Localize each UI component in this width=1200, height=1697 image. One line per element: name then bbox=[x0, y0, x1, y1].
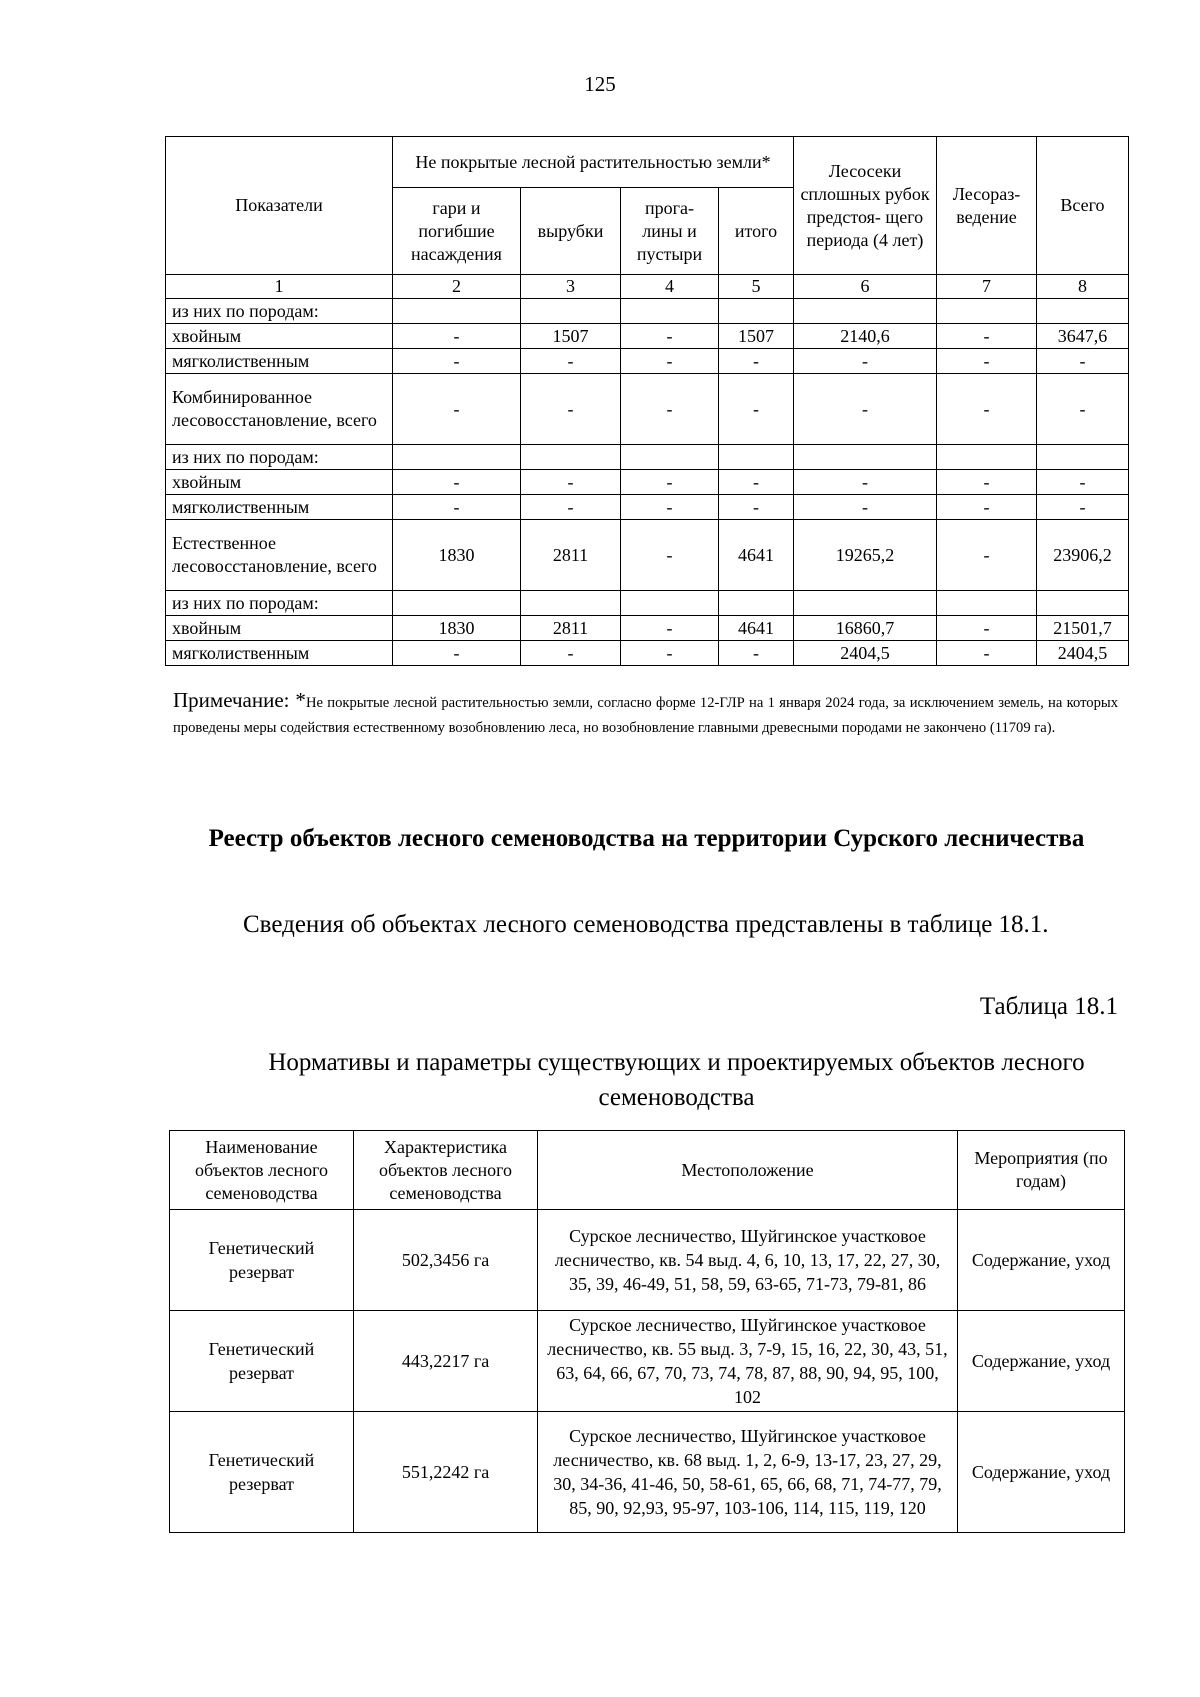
cell-value: - bbox=[393, 349, 521, 374]
cell-characteristic: 443,2217 га bbox=[354, 1311, 538, 1412]
cell-value: - bbox=[521, 374, 621, 445]
cell-value: 21501,7 bbox=[1037, 616, 1129, 641]
cell-value: - bbox=[937, 470, 1037, 495]
cell-measures: Содержание, уход bbox=[958, 1311, 1125, 1412]
cell-value: 3647,6 bbox=[1037, 324, 1129, 349]
column-number: 8 bbox=[1037, 275, 1129, 299]
table-note bbox=[173, 688, 1118, 741]
cell-value bbox=[1037, 299, 1129, 324]
cell-value bbox=[937, 299, 1037, 324]
cell-value: - bbox=[937, 374, 1037, 445]
table-row bbox=[170, 1412, 1125, 1533]
header-name: Наименование объектов лесного семеноводства bbox=[170, 1131, 354, 1210]
row-label: хвойным bbox=[166, 616, 393, 641]
cell-measures: Содержание, уход bbox=[958, 1412, 1125, 1533]
cell-value bbox=[719, 299, 794, 324]
cell-value: - bbox=[937, 641, 1037, 666]
cell-name: Генетический резерват bbox=[170, 1412, 354, 1533]
cell-value bbox=[393, 299, 521, 324]
section-title: Реестр объектов лесного семеноводства на территории Сурского лесничества bbox=[208, 825, 1085, 852]
cell-value: - bbox=[719, 349, 794, 374]
cell-value: - bbox=[393, 374, 521, 445]
table-caption: Нормативы и параметры существующих и проектируемых объектов лесного семеноводства bbox=[268, 1049, 1085, 1111]
header-forest-plantation: Лесораз- ведение bbox=[937, 137, 1037, 275]
column-number: 5 bbox=[719, 275, 794, 299]
cell-value: - bbox=[719, 641, 794, 666]
column-numbers-row bbox=[166, 275, 1129, 299]
table-row bbox=[166, 641, 1129, 666]
cell-value: 1507 bbox=[521, 324, 621, 349]
cell-value: 23906,2 bbox=[1037, 520, 1129, 591]
cell-value bbox=[521, 591, 621, 616]
cell-value: 4641 bbox=[719, 520, 794, 591]
header-location: Местоположение bbox=[538, 1131, 958, 1210]
row-label: мягколиственным bbox=[166, 641, 393, 666]
column-number: 1 bbox=[166, 275, 393, 299]
cell-value: - bbox=[521, 470, 621, 495]
note-text: Не покрытые лесной растительностью земли, согласно форме 12-ГЛР на 1 января 2024 года, за исключением земель, на которых проведены меры содействия естественному возобновлению леса, но возобновление главными древесными породами не закончено (11709 га). bbox=[173, 695, 1118, 736]
cell-value: 1830 bbox=[393, 616, 521, 641]
cell-characteristic: 502,3456 га bbox=[354, 1210, 538, 1311]
cell-value bbox=[794, 299, 937, 324]
cell-value bbox=[937, 591, 1037, 616]
cell-value: - bbox=[794, 495, 937, 520]
cell-value bbox=[521, 299, 621, 324]
cell-value: - bbox=[719, 374, 794, 445]
cell-value bbox=[719, 445, 794, 470]
cell-name: Генетический резерват bbox=[170, 1311, 354, 1412]
table-row bbox=[166, 349, 1129, 374]
table-row bbox=[166, 616, 1129, 641]
header-total: итого bbox=[719, 188, 794, 275]
cell-value: - bbox=[393, 324, 521, 349]
intro-paragraph: Сведения об объектах лесного семеноводства представлены в таблице 18.1. bbox=[243, 911, 1049, 938]
cell-value: - bbox=[1037, 495, 1129, 520]
cell-value: 2811 bbox=[521, 616, 621, 641]
header-glades: прога- лины и пустыри bbox=[621, 188, 719, 275]
header-characteristic: Характеристика объектов лесного семеноводства bbox=[354, 1131, 538, 1210]
cell-value: - bbox=[794, 374, 937, 445]
table-row bbox=[166, 374, 1129, 445]
cell-value: - bbox=[794, 349, 937, 374]
cell-value: - bbox=[393, 470, 521, 495]
header-indicators: Показатели bbox=[166, 137, 393, 275]
row-label: хвойным bbox=[166, 324, 393, 349]
cell-value bbox=[521, 445, 621, 470]
cell-value: 19265,2 bbox=[794, 520, 937, 591]
cell-value: 4641 bbox=[719, 616, 794, 641]
cell-characteristic: 551,2242 га bbox=[354, 1412, 538, 1533]
cell-value: - bbox=[393, 641, 521, 666]
header-measures: Мероприятия (по годам) bbox=[958, 1131, 1125, 1210]
forest-regeneration-table bbox=[165, 136, 1129, 666]
row-label: хвойным bbox=[166, 470, 393, 495]
table-row bbox=[166, 445, 1129, 470]
column-number: 6 bbox=[794, 275, 937, 299]
header-burnt: гари и погибшие насаждения bbox=[393, 188, 521, 275]
cell-value: 2811 bbox=[521, 520, 621, 591]
cell-location: Сурское лесничество, Шуйгинское участковое лесничество, кв. 68 выд. 1, 2, 6-9, 13-17, 23, 27, 29, 30, 34-36, 41-46, 50, 58-61, 65, 66, 68, 71, 74-77, 79, 85, 90, 92,93, 95-97, 103-106, 114, 115, 119, 120 bbox=[538, 1412, 958, 1533]
cell-value: - bbox=[937, 349, 1037, 374]
row-label: мягколиственным bbox=[166, 495, 393, 520]
seed-objects-table bbox=[169, 1130, 1125, 1533]
table-row bbox=[166, 520, 1129, 591]
cell-value bbox=[1037, 591, 1129, 616]
column-number: 7 bbox=[937, 275, 1037, 299]
header-cuttings: вырубки bbox=[521, 188, 621, 275]
column-number: 3 bbox=[521, 275, 621, 299]
cell-value bbox=[621, 299, 719, 324]
note-head: Примечание: * bbox=[173, 688, 306, 712]
cell-value bbox=[1037, 445, 1129, 470]
cell-name: Генетический резерват bbox=[170, 1210, 354, 1311]
cell-value: - bbox=[1037, 470, 1129, 495]
column-number: 4 bbox=[621, 275, 719, 299]
table-number: Таблица 18.1 bbox=[979, 993, 1118, 1020]
cell-value bbox=[794, 591, 937, 616]
row-label: из них по породам: bbox=[166, 445, 393, 470]
table-row bbox=[166, 324, 1129, 349]
table-row bbox=[170, 1210, 1125, 1311]
page-number: 125 bbox=[584, 72, 616, 96]
cell-value: - bbox=[621, 495, 719, 520]
row-label: из них по породам: bbox=[166, 299, 393, 324]
cell-value: - bbox=[937, 324, 1037, 349]
row-label: мягколиственным bbox=[166, 349, 393, 374]
cell-value bbox=[621, 445, 719, 470]
cell-value: - bbox=[621, 324, 719, 349]
cell-value: - bbox=[1037, 349, 1129, 374]
cell-value: 1507 bbox=[719, 324, 794, 349]
cell-value: - bbox=[521, 641, 621, 666]
cell-location: Сурское лесничество, Шуйгинское участковое лесничество, кв. 54 выд. 4, 6, 10, 13, 17, 22, 27, 30, 35, 39, 46-49, 51, 58, 59, 63-65, 71-73, 79-81, 86 bbox=[538, 1210, 958, 1311]
row-label: Естественное лесовосстановление, всего bbox=[166, 520, 393, 591]
cell-value bbox=[937, 445, 1037, 470]
cell-value bbox=[621, 591, 719, 616]
table-row bbox=[166, 470, 1129, 495]
cell-value: - bbox=[621, 349, 719, 374]
cell-value: - bbox=[621, 616, 719, 641]
column-number: 2 bbox=[393, 275, 521, 299]
cell-value: - bbox=[937, 616, 1037, 641]
cell-value: 2404,5 bbox=[794, 641, 937, 666]
cell-value: - bbox=[621, 470, 719, 495]
cell-value: - bbox=[719, 495, 794, 520]
header-clearcut-areas: Лесосеки сплошных рубок предстоя- щего периода (4 лет) bbox=[794, 137, 937, 275]
cell-value: - bbox=[794, 470, 937, 495]
cell-value: - bbox=[521, 495, 621, 520]
cell-value: 16860,7 bbox=[794, 616, 937, 641]
row-label: из них по породам: bbox=[166, 591, 393, 616]
table-row bbox=[166, 495, 1129, 520]
cell-value: - bbox=[621, 641, 719, 666]
cell-value bbox=[794, 445, 937, 470]
cell-value: - bbox=[621, 520, 719, 591]
cell-value: 1830 bbox=[393, 520, 521, 591]
cell-value: - bbox=[621, 374, 719, 445]
cell-value bbox=[719, 591, 794, 616]
cell-value: - bbox=[937, 495, 1037, 520]
cell-value bbox=[393, 445, 521, 470]
cell-value: - bbox=[521, 349, 621, 374]
cell-value: - bbox=[393, 495, 521, 520]
cell-measures: Содержание, уход bbox=[958, 1210, 1125, 1311]
cell-value: 2404,5 bbox=[1037, 641, 1129, 666]
table-row bbox=[166, 591, 1129, 616]
cell-value bbox=[393, 591, 521, 616]
cell-location: Сурское лесничество, Шуйгинское участковое лесничество, кв. 55 выд. 3, 7-9, 15, 16, 22, 30, 43, 51, 63, 64, 66, 67, 70, 73, 74, 78, 87, 88, 90, 94, 95, 100, 102 bbox=[538, 1311, 958, 1412]
table-row bbox=[170, 1311, 1125, 1412]
header-not-covered-group: Не покрытые лесной растительностью земли* bbox=[393, 137, 794, 188]
cell-value: 2140,6 bbox=[794, 324, 937, 349]
row-label: Комбинированное лесовосстановление, всего bbox=[166, 374, 393, 445]
header-all: Всего bbox=[1037, 137, 1129, 275]
cell-value: - bbox=[719, 470, 794, 495]
cell-value: - bbox=[937, 520, 1037, 591]
cell-value: - bbox=[1037, 374, 1129, 445]
table-row bbox=[166, 299, 1129, 324]
